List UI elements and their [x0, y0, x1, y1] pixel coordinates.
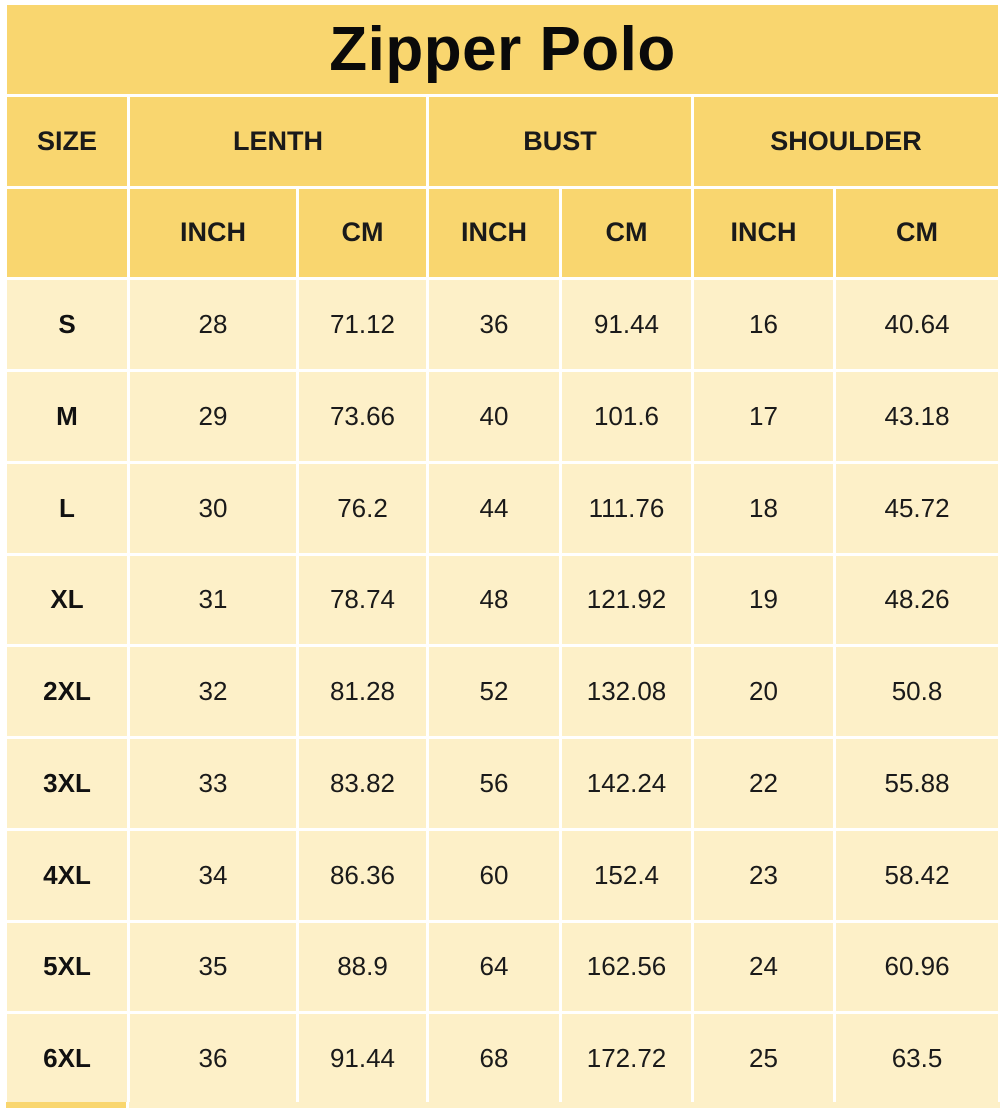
unit-header-blank	[7, 189, 127, 278]
bust-cm-value: 142.24	[562, 739, 691, 828]
shoulder-cm-value: 43.18	[836, 372, 998, 461]
table-row	[7, 647, 998, 736]
bust-inch-value: 60	[429, 831, 559, 920]
shoulder-inch-value: 16	[694, 280, 833, 369]
shoulder-cm-value: 55.88	[836, 739, 998, 828]
length-cm-value: 83.82	[299, 739, 426, 828]
bust-inch-value: 36	[429, 280, 559, 369]
shoulder-inch-header: INCH	[694, 189, 833, 278]
table-row	[7, 739, 998, 828]
unit-header-row	[7, 189, 998, 278]
shoulder-cm-value: 40.64	[836, 280, 998, 369]
table-row	[7, 1014, 998, 1103]
length-inch-value: 31	[130, 556, 296, 645]
size-label: 6XL	[7, 1014, 127, 1103]
bust-cm-value: 162.56	[562, 923, 691, 1012]
bust-cm-value: 172.72	[562, 1014, 691, 1103]
size-chart-table	[4, 2, 1000, 1106]
shoulder-cm-value: 50.8	[836, 647, 998, 736]
shoulder-inch-value: 17	[694, 372, 833, 461]
table-row	[7, 464, 998, 553]
shoulder-inch-value: 22	[694, 739, 833, 828]
length-inch-value: 30	[130, 464, 296, 553]
bust-inch-value: 56	[429, 739, 559, 828]
length-inch-value: 29	[130, 372, 296, 461]
size-label: L	[7, 464, 127, 553]
length-cm-header: CM	[299, 189, 426, 278]
shoulder-column-header: SHOULDER	[694, 97, 998, 186]
length-inch-value: 36	[130, 1014, 296, 1103]
size-label: 4XL	[7, 831, 127, 920]
size-label: S	[7, 280, 127, 369]
length-column-header: LENTH	[130, 97, 426, 186]
bust-column-header: BUST	[429, 97, 691, 186]
bust-inch-value: 44	[429, 464, 559, 553]
table-row	[7, 556, 998, 645]
size-label: 3XL	[7, 739, 127, 828]
length-cm-value: 91.44	[299, 1014, 426, 1103]
shoulder-inch-value: 25	[694, 1014, 833, 1103]
bust-inch-header: INCH	[429, 189, 559, 278]
length-inch-value: 34	[130, 831, 296, 920]
length-cm-value: 71.12	[299, 280, 426, 369]
shoulder-cm-header: CM	[836, 189, 998, 278]
shoulder-cm-value: 48.26	[836, 556, 998, 645]
bust-cm-value: 152.4	[562, 831, 691, 920]
bust-cm-header: CM	[562, 189, 691, 278]
shoulder-cm-value: 60.96	[836, 923, 998, 1012]
size-label: 2XL	[7, 647, 127, 736]
length-cm-value: 76.2	[299, 464, 426, 553]
length-inch-header: INCH	[130, 189, 296, 278]
title-row	[7, 5, 998, 94]
length-cm-value: 86.36	[299, 831, 426, 920]
bust-inch-value: 52	[429, 647, 559, 736]
measurement-header-row	[7, 97, 998, 186]
size-label: XL	[7, 556, 127, 645]
bust-cm-value: 121.92	[562, 556, 691, 645]
table-row	[7, 372, 998, 461]
length-inch-value: 35	[130, 923, 296, 1012]
length-cm-value: 73.66	[299, 372, 426, 461]
length-inch-value: 33	[130, 739, 296, 828]
shoulder-inch-value: 23	[694, 831, 833, 920]
shoulder-inch-value: 24	[694, 923, 833, 1012]
shoulder-inch-value: 19	[694, 556, 833, 645]
bust-cm-value: 101.6	[562, 372, 691, 461]
table-row	[7, 923, 998, 1012]
bust-inch-value: 48	[429, 556, 559, 645]
shoulder-inch-value: 18	[694, 464, 833, 553]
length-cm-value: 78.74	[299, 556, 426, 645]
shoulder-inch-value: 20	[694, 647, 833, 736]
chart-title: Zipper Polo	[7, 5, 998, 94]
size-label: M	[7, 372, 127, 461]
length-cm-value: 88.9	[299, 923, 426, 1012]
size-label: 5XL	[7, 923, 127, 1012]
length-inch-value: 32	[130, 647, 296, 736]
shoulder-cm-value: 63.5	[836, 1014, 998, 1103]
length-inch-value: 28	[130, 280, 296, 369]
bust-cm-value: 132.08	[562, 647, 691, 736]
size-column-header: SIZE	[7, 97, 127, 186]
bust-inch-value: 64	[429, 923, 559, 1012]
bust-inch-value: 68	[429, 1014, 559, 1103]
shoulder-cm-value: 45.72	[836, 464, 998, 553]
bust-cm-value: 111.76	[562, 464, 691, 553]
table-row	[7, 831, 998, 920]
next-row-edge	[0, 1102, 1000, 1108]
length-cm-value: 81.28	[299, 647, 426, 736]
bust-cm-value: 91.44	[562, 280, 691, 369]
bust-inch-value: 40	[429, 372, 559, 461]
shoulder-cm-value: 58.42	[836, 831, 998, 920]
table-row	[7, 280, 998, 369]
